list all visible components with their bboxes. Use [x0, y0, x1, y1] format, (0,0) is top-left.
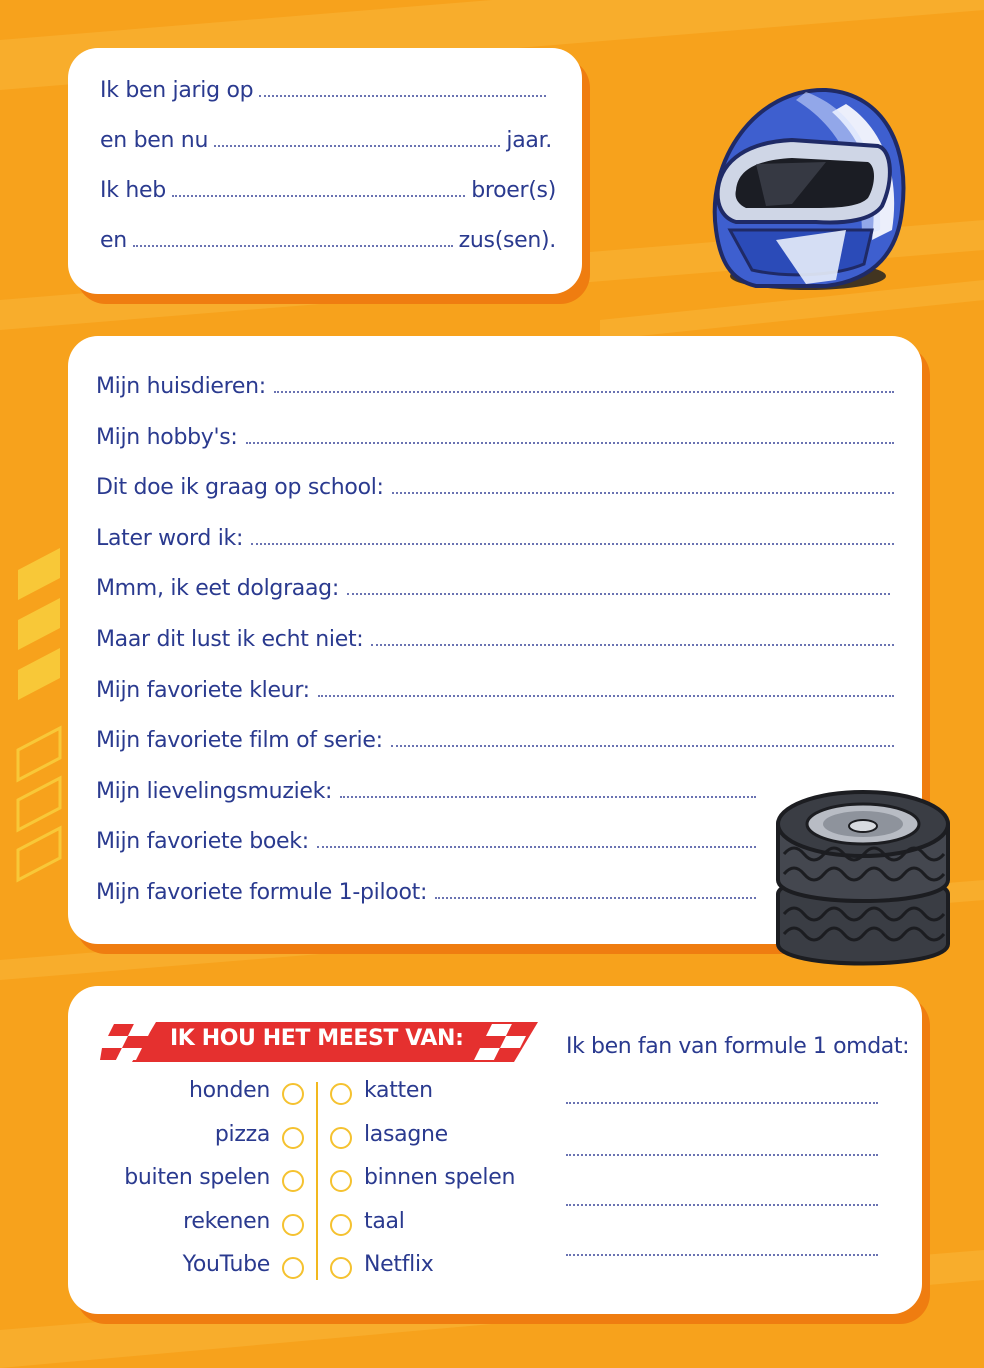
- favorite-label: Mmm, ik eet dolgraag:: [96, 576, 339, 602]
- favorite-label: Mijn lievelingsmuziek:: [96, 778, 333, 804]
- choice-left-label: honden: [189, 1078, 270, 1103]
- favorite-row: [96, 678, 894, 703]
- birthday-label: Ik ben jarig op: [100, 78, 254, 103]
- choice-left-radio[interactable]: [282, 1214, 304, 1236]
- choices-title: IK HOU HET MEEST VAN:: [170, 1026, 464, 1051]
- favorite-row: [96, 526, 894, 551]
- favorite-answer-line[interactable]: [371, 644, 894, 646]
- favorite-answer-line[interactable]: [246, 442, 894, 444]
- favorite-label: Dit doe ik graag op school:: [96, 475, 384, 501]
- choice-left-radio[interactable]: [282, 1257, 304, 1279]
- favorite-label: Mijn favoriete formule 1-piloot:: [96, 880, 428, 905]
- choice-left-radio[interactable]: [282, 1170, 304, 1192]
- favorite-row: [96, 829, 756, 854]
- choice-left-label: pizza: [214, 1121, 270, 1147]
- choice-right-radio[interactable]: [330, 1214, 352, 1236]
- choice-right-label: lasagne: [364, 1121, 448, 1147]
- choice-right-radio[interactable]: [330, 1127, 352, 1149]
- favorite-row: [96, 880, 756, 905]
- sisters-row: [100, 228, 556, 253]
- fan-answer-line[interactable]: [566, 1102, 878, 1104]
- favorite-answer-line[interactable]: [318, 695, 894, 697]
- favorite-answer-line[interactable]: [274, 391, 894, 393]
- choice-right-label: katten: [364, 1078, 433, 1103]
- age-suffix: jaar.: [506, 128, 552, 153]
- favorite-row: [96, 425, 894, 450]
- choice-left-label: buiten spelen: [124, 1165, 270, 1190]
- favorite-row: [96, 374, 894, 399]
- favorite-answer-line[interactable]: [317, 846, 756, 848]
- favorite-row: [96, 627, 894, 652]
- brothers-field[interactable]: [172, 194, 465, 197]
- favorite-row: [96, 728, 894, 753]
- fan-title: Ik ben fan van formule 1 omdat:: [566, 1034, 910, 1059]
- favorite-answer-line[interactable]: [340, 796, 756, 798]
- favorite-label: Mijn favoriete film of serie:: [96, 728, 383, 754]
- favorite-answer-line[interactable]: [347, 593, 890, 595]
- birthday-row: [100, 78, 552, 103]
- choice-right-radio[interactable]: [330, 1257, 352, 1279]
- favorite-answer-line[interactable]: [391, 745, 894, 747]
- favorite-answer-line[interactable]: [392, 492, 894, 494]
- choices-divider: [316, 1082, 318, 1280]
- sisters-label: en: [100, 228, 127, 253]
- favorite-label: Mijn favoriete boek:: [96, 829, 309, 855]
- favorite-row: [96, 779, 756, 804]
- favorite-row: [96, 475, 894, 500]
- favorite-label: Mijn favoriete kleur:: [96, 677, 310, 703]
- favorite-answer-line[interactable]: [251, 543, 894, 545]
- favorite-answer-line[interactable]: [435, 897, 756, 899]
- favorite-label: Maar dit lust ik echt niet:: [96, 627, 364, 652]
- fan-answer-line[interactable]: [566, 1204, 878, 1206]
- age-field[interactable]: [214, 144, 500, 147]
- choice-left-radio[interactable]: [282, 1083, 304, 1105]
- favorite-row: [96, 576, 890, 601]
- sisters-field[interactable]: [133, 244, 453, 247]
- brothers-row: [100, 178, 556, 203]
- age-row: [100, 128, 552, 153]
- brothers-label: Ik heb: [100, 178, 166, 203]
- brothers-suffix: broer(s): [471, 178, 556, 203]
- choice-right-label: binnen spelen: [364, 1165, 516, 1190]
- favorite-label: Later word ik:: [96, 525, 244, 551]
- fan-answer-line[interactable]: [566, 1254, 878, 1256]
- choice-right-label: Netflix: [364, 1252, 434, 1277]
- choice-right-radio[interactable]: [330, 1083, 352, 1105]
- racing-helmet-icon: [696, 80, 916, 300]
- age-label: en ben nu: [100, 128, 209, 153]
- choice-left-radio[interactable]: [282, 1127, 304, 1149]
- choice-right-radio[interactable]: [330, 1170, 352, 1192]
- tire-stack-icon: [768, 784, 960, 974]
- favorite-label: Mijn huisdieren:: [96, 374, 266, 399]
- sisters-suffix: zus(sen).: [458, 228, 556, 253]
- birthday-field[interactable]: [259, 94, 546, 97]
- fan-answer-line[interactable]: [566, 1154, 878, 1156]
- choice-right-label: taal: [364, 1208, 405, 1234]
- favorite-label: Mijn hobby's:: [96, 424, 238, 450]
- choice-left-label: rekenen: [183, 1208, 270, 1234]
- choice-left-label: YouTube: [182, 1252, 270, 1277]
